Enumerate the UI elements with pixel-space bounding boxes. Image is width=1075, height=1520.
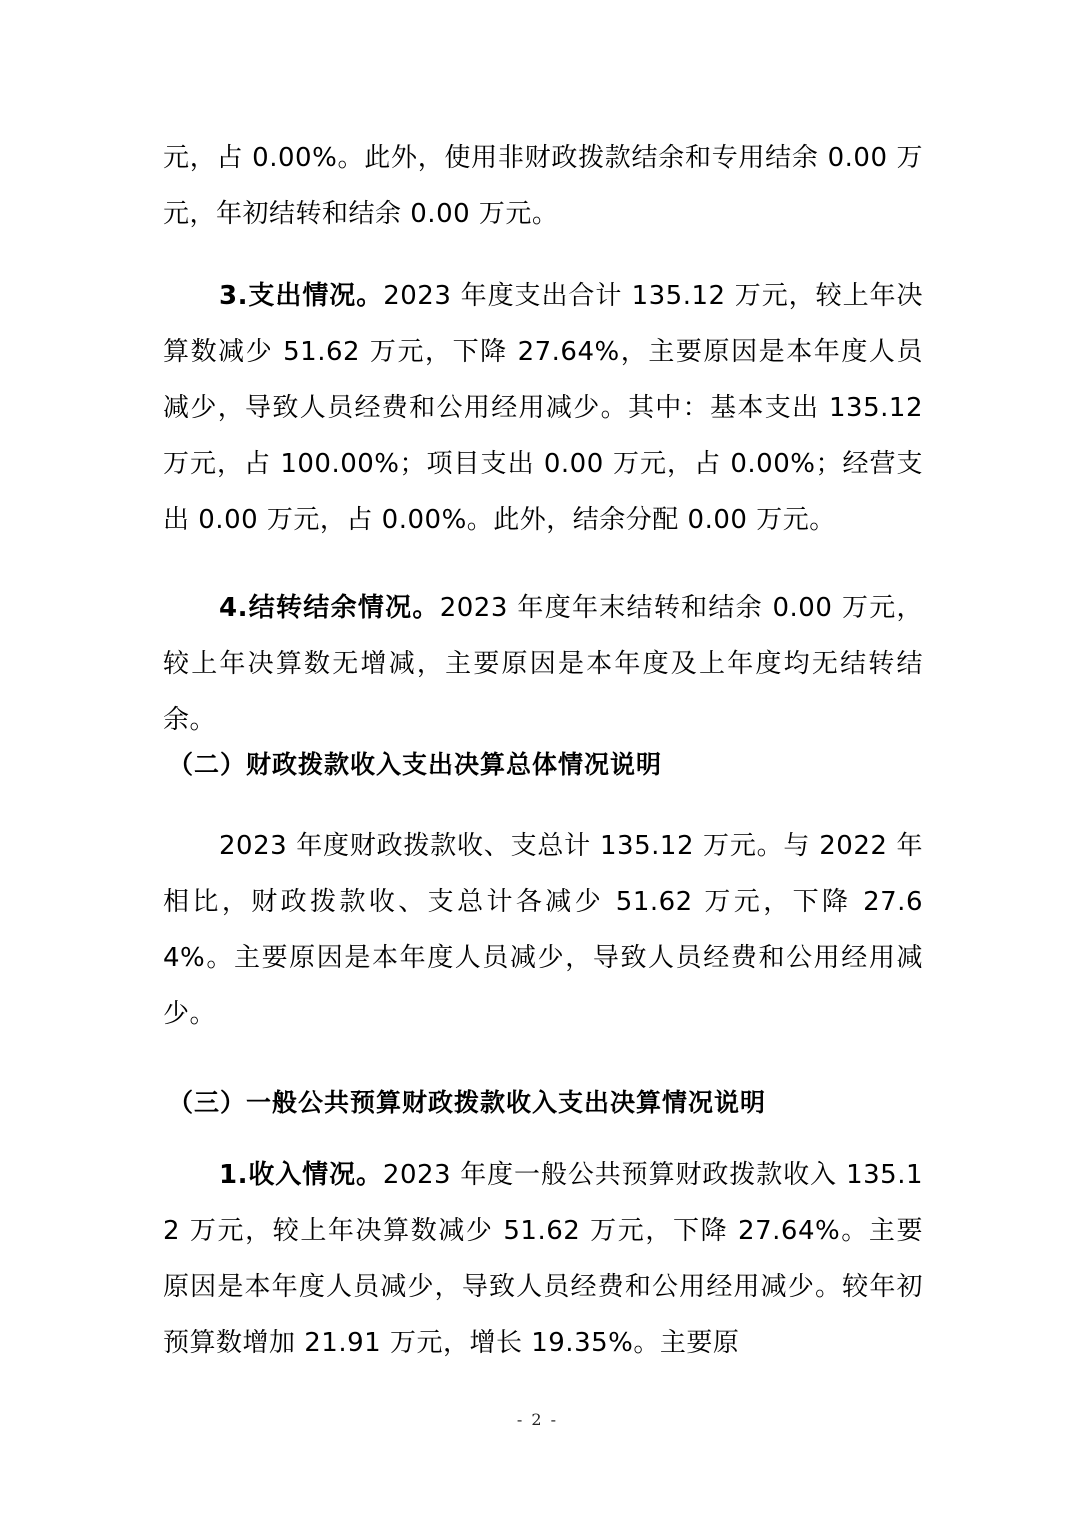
- paragraph-text: 2023 年度一般公共预算财政拨款收入 135.12 万元，较上年决算数减少 51.62 万元，下降 27.64%。主要原因是本年度人员减少，导致人员经费和公用经用减少。较年初预算数增加 21.91 万元，增长 19.35%。主要原: [163, 1160, 924, 1358]
- paragraph-lead: 3.支出情况。: [219, 281, 384, 311]
- paragraph-lead: 4.结转结余情况。: [219, 593, 440, 623]
- paragraph-text: 2023 年度年末结转和结余 0.00 万元，较上年决算数无增减，主要原因是本年度及上年度均无结转结余。: [163, 593, 923, 735]
- paragraph-lead: 1.收入情况。: [219, 1160, 383, 1190]
- paragraph-text: 2023 年度财政拨款收、支总计 135.12 万元。与 2022 年相比，财政拨款收、支总计各减少 51.62 万元，下降 27.64%。主要原因是本年度人员减少，导致人员经费和公用经用减少。: [163, 831, 923, 1029]
- paragraph-expenditure: [163, 268, 923, 548]
- paragraph-carryover: [163, 580, 923, 748]
- paragraph-general-budget-income: [163, 1147, 923, 1371]
- paragraph-text: 2023 年度支出合计 135.12 万元，较上年决算数减少 51.62 万元，下降 27.64%，主要原因是本年度人员减少，导致人员经费和公用经用减少。其中：基本支出 135.12 万元，占 100.00%；项目支出 0.00 万元，占 0.00%；经营支出 0.00 万元，占 0.00%。此外，结余分配 0.00 万元。: [163, 281, 924, 535]
- paragraph-text: 元，占 0.00%。此外，使用非财政拨款结余和专用结余 0.00 万元，年初结转和结余 0.00 万元。: [163, 143, 923, 229]
- section-heading-3: （三）一般公共预算财政拨款收入支出决算情况说明: [168, 1088, 767, 1117]
- paragraph-fiscal-total: [163, 818, 923, 1042]
- page-number: - 2 -: [516, 1410, 559, 1429]
- section-heading-2: （二）财政拨款收入支出决算总体情况说明: [168, 750, 663, 779]
- paragraph-income-tail: [163, 130, 923, 242]
